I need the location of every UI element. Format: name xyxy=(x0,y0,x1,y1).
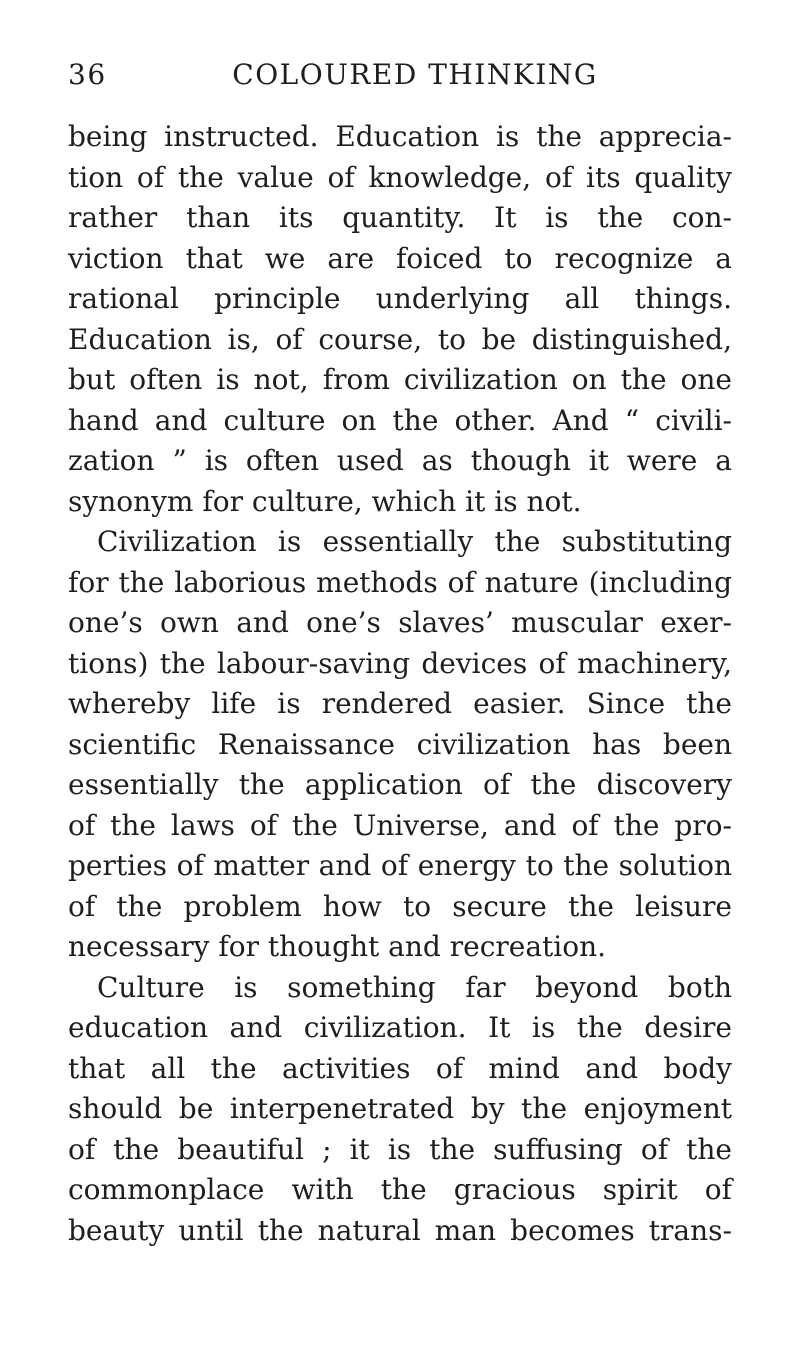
running-head-title: COLOURED THINKING xyxy=(232,58,598,91)
text-line: zation ” is often used as though it were a xyxy=(68,444,732,477)
text-line: Education is, of course, to be distinguished, xyxy=(68,322,732,356)
text-line: should be interpenetrated by the enjoyment xyxy=(68,1092,732,1125)
text-line: scientific Renaissance civilization has been xyxy=(68,727,732,761)
text-line: commonplace with the gracious spirit of xyxy=(68,1173,732,1206)
text-line: tion of the value of knowledge, of its quality xyxy=(68,160,732,194)
text-line: perties of matter and of energy to the solution xyxy=(68,849,732,882)
text-line: of the beautiful ; it is the suffusing of the xyxy=(68,1132,732,1166)
text-line: tions) the labour-saving devices of machinery, xyxy=(68,646,732,680)
text-line: rational principle underlying all things. xyxy=(68,282,732,315)
text-line: Civilization is essentially the substituting xyxy=(97,525,732,558)
text-line: hand and culture on the other. And “ civili- xyxy=(68,403,732,437)
page-number: 36 xyxy=(68,58,107,91)
text-line: of the laws of the Universe, and of the pro- xyxy=(68,808,732,842)
text-line: rather than its quantity. It is the con- xyxy=(68,201,732,234)
text-line: beauty until the natural man becomes trans- xyxy=(68,1213,732,1247)
text-line: of the problem how to secure the leisure xyxy=(68,889,732,923)
text-line: Culture is something far beyond both xyxy=(97,970,732,1004)
text-line: being instructed. Education is the apprecia- xyxy=(68,120,732,153)
text-line: synonym for culture, which it is not. xyxy=(68,484,582,518)
text-line: but often is not, from civilization on the one xyxy=(68,363,732,396)
text-line: viction that we are foiced to recognize a xyxy=(68,241,732,275)
text-line: education and civilization. It is the desire xyxy=(68,1011,732,1044)
text-line: whereby life is rendered easier. Since the xyxy=(68,687,732,720)
text-line: one’s own and one’s slaves’ muscular exer- xyxy=(68,606,732,639)
body-text xyxy=(68,117,732,1251)
text-line: essentially the application of the discovery xyxy=(68,768,732,801)
running-head xyxy=(68,58,732,98)
text-line: for the laborious methods of nature (including xyxy=(68,565,732,599)
text-line: necessary for thought and recreation. xyxy=(68,930,607,963)
text-line: that all the activities of mind and body xyxy=(68,1051,732,1085)
